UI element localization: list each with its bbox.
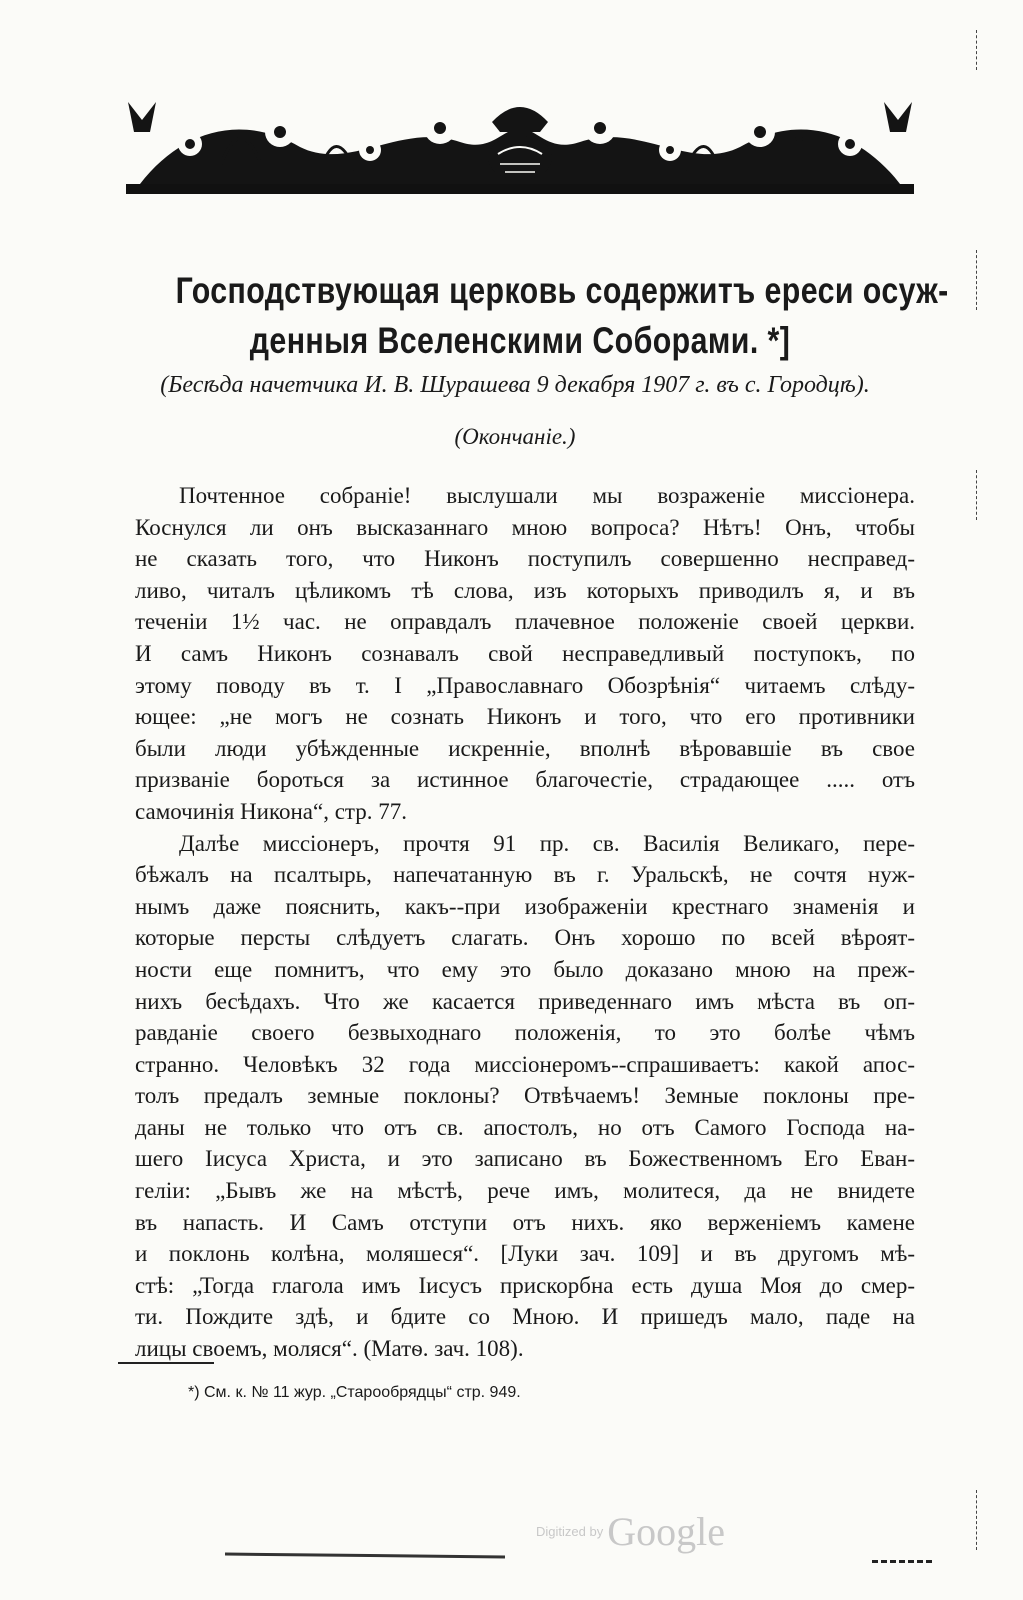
- text-line: стѣ: „Тогда глагола имъ Іисусъ прискорбна есть душа Моя до смер-: [135, 1272, 915, 1298]
- article-title: [175, 266, 949, 366]
- article-body: [135, 480, 915, 1365]
- text-line: нихъ бесѣдахъ. Что же касается приведеннаго имъ мѣста въ оп-: [135, 988, 915, 1014]
- title-line-1: Господствующая церковь содержитъ ереси осуж-: [175, 270, 949, 311]
- text-line: бѣжалъ на псалтырь, напечатанную въ г. Уральскѣ, не сочтя нуж-: [135, 862, 915, 888]
- text-line: геліи: „Бывъ же на мѣстѣ, рече имъ, молитеся, да не внидете: [135, 1178, 915, 1204]
- text-line: Почтенное собраніе! выслушали мы возраженіе миссіонера.: [179, 483, 915, 508]
- text-line: ющее: „не могъ не сознать Никонъ и того, что его противники: [135, 704, 915, 730]
- text-line: лицы своемъ, моляся“. (Матѳ. зач. 108).: [135, 1336, 524, 1362]
- text-line: которые персты слѣдуетъ слагать. Онъ хорошо по всей вѣроят-: [135, 925, 915, 951]
- floral-headpiece-ornament: [120, 92, 920, 200]
- text-line: Коснулся ли онъ высказаннаго мною вопроса? Нѣтъ! Онъ, чтобы: [135, 514, 915, 540]
- text-line: ти. Пождите здѣ, и бдите со Мною. И пришедъ мало, паде на: [135, 1304, 915, 1330]
- google-logo: Google: [607, 1509, 725, 1554]
- scan-edge-mark: [976, 30, 977, 70]
- text-line: въ напасть. И Самъ отступи отъ нихъ. яко верженіемъ камене: [135, 1209, 915, 1235]
- scan-edge-mark: [976, 470, 977, 520]
- scan-bottom-smudge: [872, 1560, 932, 1563]
- article-subtitle: (Бесѣда начетчика И. В. Шурашева 9 декабря 1907 г. въ с. Городцѣ).: [160, 372, 870, 398]
- title-line-2: денныя Вселенскими Соборами. *]: [249, 320, 791, 361]
- text-line: этому поводу въ т. I „Православнаго Обозрѣнія“ читаемъ слѣду-: [135, 672, 915, 698]
- continuation-note: (Окончаніе.): [454, 424, 576, 449]
- text-line: самочинія Никона“, стр. 77.: [135, 798, 408, 824]
- paragraph-1: [135, 480, 915, 828]
- text-line: шего Іисуса Христа, и это записано въ Божественномъ Его Еван-: [135, 1146, 915, 1172]
- text-line: странно. Человѣкъ 32 года миссіонеромъ--спрашиваетъ: какой апос-: [135, 1051, 915, 1077]
- text-line: И самъ Никонъ сознавалъ свой несправедливый поступокъ, по: [135, 640, 915, 666]
- text-line: нымъ даже пояснить, какъ--при изображеніи крестнаго знаменія и: [135, 893, 915, 919]
- text-line: даны не только что отъ св. апостолъ, но отъ Самого Господа на-: [135, 1114, 915, 1140]
- text-line: равданіе своего безвыходнаго положенія, то это болѣе чѣмъ: [135, 1020, 915, 1046]
- text-line: теченіи 1½ час. не оправдалъ плачевное положеніе своей церкви.: [135, 609, 915, 635]
- text-line: толъ предалъ земные поклоны? Отвѣчаемъ! Земные поклоны пре-: [135, 1083, 915, 1109]
- watermark-prefix: Digitized by: [536, 1524, 604, 1539]
- text-line: ливо, читалъ цѣликомъ тѣ слова, изъ которыхъ приводилъ я, и въ: [135, 577, 915, 603]
- scan-edge-mark: [976, 1490, 977, 1550]
- scan-edge-mark: [976, 250, 977, 310]
- text-line: ности еще помнитъ, что ему это было доказано мною на преж-: [135, 956, 915, 982]
- footnote: *) См. к. № 11 жур. „Старообрядцы“ стр. 949.: [188, 1384, 521, 1401]
- footnote-divider: [118, 1362, 214, 1364]
- paragraph-2: [135, 828, 915, 1365]
- text-line: не сказать того, что Никонъ поступилъ совершенно несправед-: [135, 546, 915, 572]
- scan-bottom-smudge: [225, 1553, 505, 1559]
- text-line: были люди убѣжденные искренніе, вполнѣ вѣровавшіе въ свое: [135, 735, 915, 761]
- text-line: Далѣе миссіонеръ, прочтя 91 пр. св. Василія Великаго, пере-: [179, 830, 915, 856]
- text-line: призваніе бороться за истинное благочестіе, страдающее ..... отъ: [135, 767, 915, 793]
- text-line: и поклонь колѣна, моляшеся“. [Луки зач. 109] и въ другомъ мѣ-: [135, 1241, 915, 1267]
- digitized-watermark: [536, 1508, 725, 1555]
